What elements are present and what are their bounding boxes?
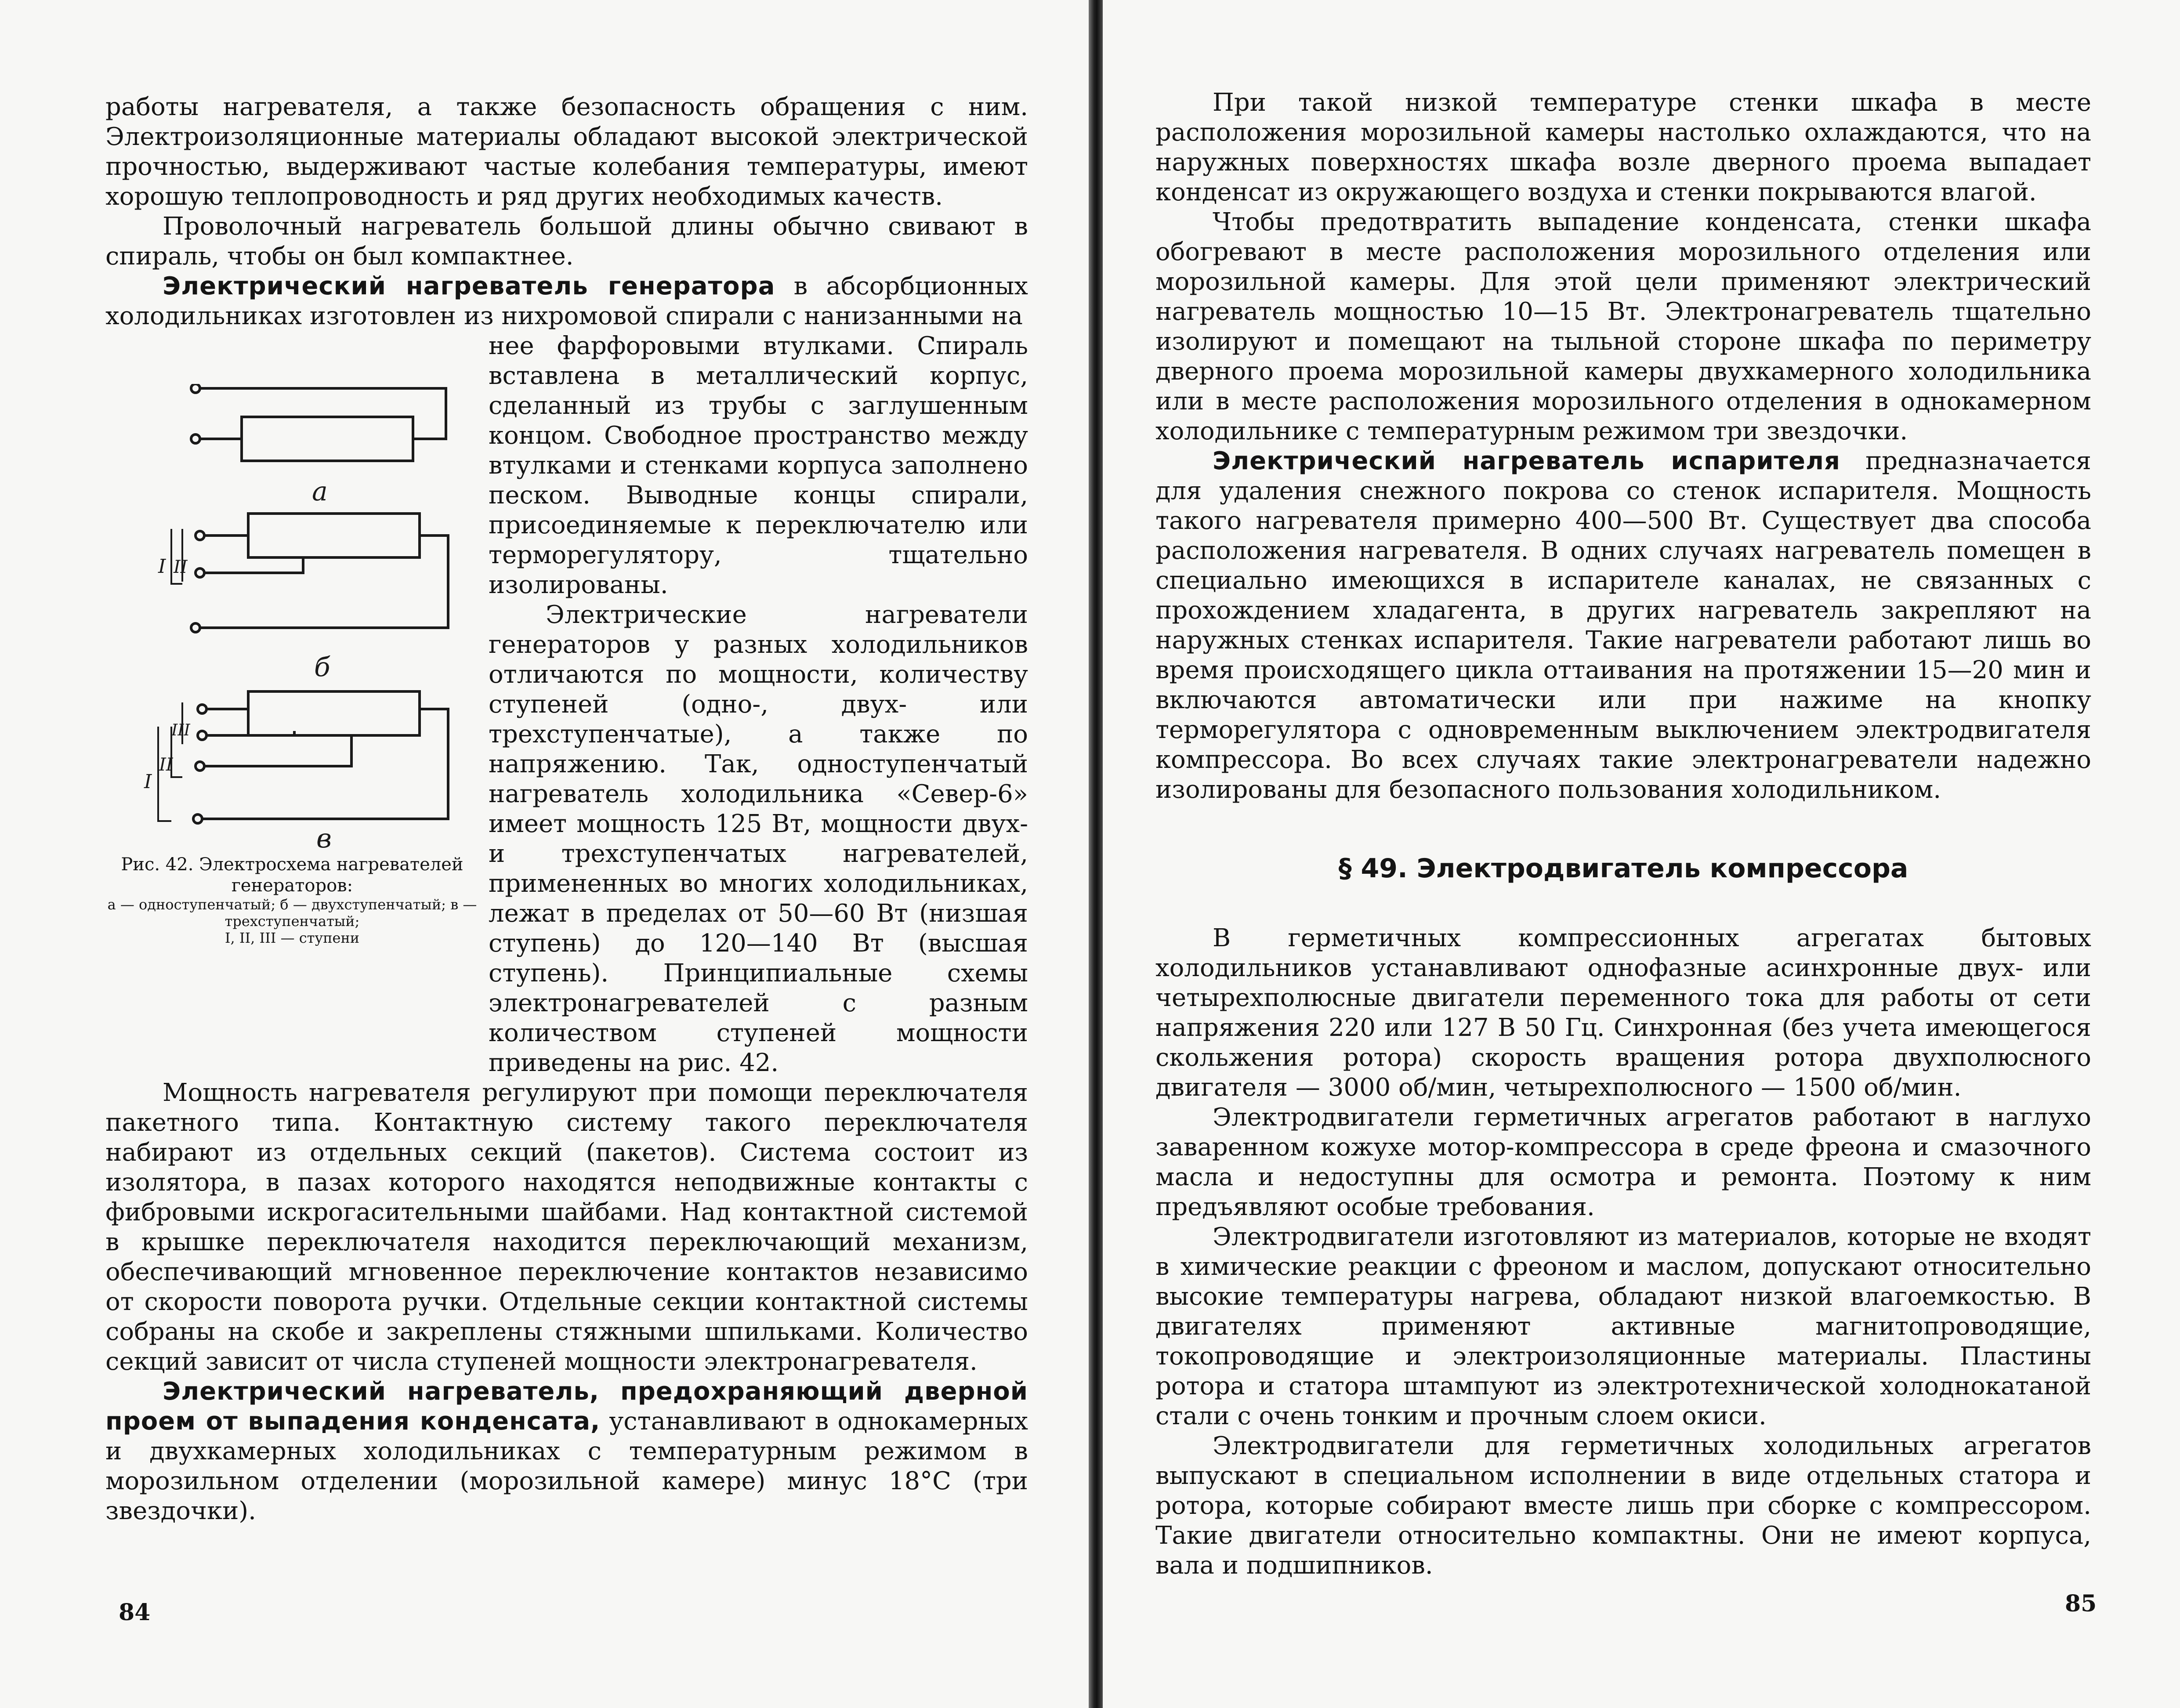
- paragraph: Мощность нагревателя регулируют при помощи переключателя пакетного типа. Контактную систему такого переключателя набирают из отдельных секций (пакетов). Система состоит из изолятора, в пазах которого находятся неподвижные контакты с фибровыми искрогасительными шайбами. Над контактной системой в крышке переключателя находится переключающий механизм, обеспечивающий мгновенное переключение контактов независимо от скорости поворота ручки. Отдельные секции контактной системы собраны на скобе и закреплены стяжными шпильками. Количество секций зависит от числа ступеней мощности электронагревателя.: [105, 1078, 1028, 1376]
- section-heading: § 49. Электродвигатель компрессора: [1338, 853, 1908, 884]
- paragraph: [105, 271, 1028, 331]
- roman-3: III: [171, 721, 190, 739]
- roman-1: I: [144, 771, 152, 793]
- paragraph: Электродвигатели герметичных агрегатов работают в наглухо заваренном кожухе мотор-компрессора в среде фреона и смазочного масла и недоступны для осмотра и ремонта. Поэтому к ним предъявляют особые требования.: [1155, 1103, 2091, 1221]
- circuit-b: [158, 514, 448, 683]
- bold-term: Электрический нагреватель, предохраняющий дверной проем от выпадения конденсата,: [105, 1377, 1028, 1436]
- heater-circuit-diagram: [105, 384, 479, 850]
- roman-1: I: [158, 555, 166, 578]
- caption-title: Рис. 42. Электросхема нагревателей генераторов:: [121, 854, 464, 896]
- text-run: устанавливают в однокамерных и двухкамерных холодильниках с температурным режимом в морозильном отделении (морозильной камере) минус 18°С (три звездочки).: [105, 1407, 1028, 1525]
- caption-legend: I, II, III — ступени: [225, 930, 360, 946]
- text-run: предназначается для удаления снежного покрова со стенок испарителя. Мощность такого нагревателя примерно 400—500 Вт. Существует два способа расположения нагревателя. В одних случаях нагреватель помещен в специально имеющихся в испарителе каналах, не связанных с прохождением хладагента, в других нагреватель закрепляют на наружных стенках испарителя. Такие нагреватели работают лишь во время происходящего цикла оттаивания на протяжении 15—20 мин и включаются автоматически или при нажиме на кнопку терморегулятора с одновременным выключением электродвигателя компрессора. Во всех случаях такие электронагреватели надежно изолированы для безопасного пользования холодильником.: [1155, 447, 2091, 804]
- label-a: а: [312, 476, 328, 507]
- roman-2: II: [159, 755, 173, 775]
- bold-term: Электрический нагреватель испарителя: [1213, 447, 1840, 475]
- label-v: в: [316, 823, 332, 850]
- paragraph: Проволочный нагреватель большой длины обычно свивают в спираль, чтобы он был компактнее.: [105, 212, 1028, 271]
- paragraph: [1155, 446, 2091, 805]
- left-text-column: [105, 92, 1028, 1526]
- paragraph: Электрические нагреватели генераторов у разных холодильников отличаются по мощности, количеству ступеней (одно-, двух- или трехступенчатые), а также по напряжению. Так, одноступенчатый нагреватель холодильника «Север-6» имеет мощность 125 Вт, мощности двух- и трехступенчатых нагревателей, примененных во многих холодильниках, лежат в пределах от 50—60 Вт (низшая ступень) до 120—140 Вт (высшая ступень). Принципиальные схемы электронагревателей с разным количеством ступеней мощности приведены на рис. 42.: [489, 601, 1028, 1077]
- text-run: в абсорбционных холодильниках изготовлен из нихромовой спирали с нанизанными на: [105, 272, 1028, 330]
- paragraph: работы нагревателя, а также безопасность обращения с ним. Электроизоляционные материалы обладают высокой электрической прочностью, выдерживают частые колебания температуры, имеют хорошую теплопроводность и ряд других необходимых качеств.: [105, 93, 1028, 211]
- right-page: [1103, 0, 2180, 1708]
- page-number: 85: [2065, 1590, 2097, 1617]
- book-spine: [1089, 0, 1104, 1708]
- bold-term: Электрический нагреватель генератора: [163, 272, 775, 300]
- caption-legend: а — одноступенчатый; б — двухступенчатый; в — трехступенчатый;: [107, 896, 477, 930]
- label-b: б: [314, 652, 330, 683]
- paragraph: Электродвигатели изготовляют из материалов, которые не входят в химические реакции с фреоном и маслом, допускают относительно высокие температуры нагрева, обладают низкой влагоемкостью. В двигателях применяют активные магнитопроводящие, токопроводящие и электроизоляционные материалы. Пластины ротора и статора штампуют из электротехнической холоднокатаной стали с очень тонким и прочным слоем окиси.: [1155, 1223, 2091, 1430]
- paragraph: нее фарфоровыми втулками. Спираль вставлена в металлический корпус, сделанный из трубы с заглушенным концом. Свободное пространство между втулками и стенками корпуса заполнено песком. Выводные концы спирали, присоединяемые к переключателю или терморегулятору, тщательно изолированы.: [489, 332, 1028, 599]
- paragraph: [105, 1377, 1028, 1526]
- figure-caption: [105, 854, 479, 946]
- page-number: 84: [119, 1599, 151, 1626]
- paragraph: Электродвигатели для герметичных холодильных агрегатов выпускают в специальном исполнении в виде отдельных статора и ротора, которые собирают вместе лишь при сборке с компрессором. Такие двигатели относительно компактны. Они не имеют корпуса, вала и подшипников.: [1155, 1432, 2091, 1580]
- right-text-column: [1155, 88, 2091, 1581]
- paragraph: Чтобы предотвратить выпадение конденсата, стенки шкафа обогревают в месте расположения морозильного отделения или морозильной камеры. Для этой цели применяют электрический нагреватель мощностью 10—15 Вт. Электронагреватель тщательно изолируют и помещают на тыльной стороне шкафа по периметру дверного проема морозильной камеры двухкамерного холодильника или в месте расположения морозильного отделения в однокамерном холодильнике с температурным режимом три звездочки.: [1155, 208, 2091, 445]
- circuit-v: [144, 691, 448, 850]
- figure-42: [105, 331, 479, 1074]
- roman-2: II: [174, 557, 188, 577]
- paragraph: При такой низкой температуре стенки шкафа в месте расположения морозильной камеры настолько охлаждаются, что на наружных поверхностях шкафа возле дверного проема выпадает конденсат из окружающего воздуха и стенки покрываются влагой.: [1155, 88, 2091, 206]
- circuit-a: [191, 384, 446, 507]
- paragraph: В герметичных компрессионных агрегатах бытовых холодильников устанавливают однофазные асинхронные двух- или четырехполюсные двигатели переменного тока для работы от сети напряжения 220 или 127 В 50 Гц. Синхронная (без учета имеющегося скольжения ротора) скорость вращения ротора двухполюсного двигателя — 3000 об/мин, четырехполюсного — 1500 об/мин.: [1155, 924, 2091, 1102]
